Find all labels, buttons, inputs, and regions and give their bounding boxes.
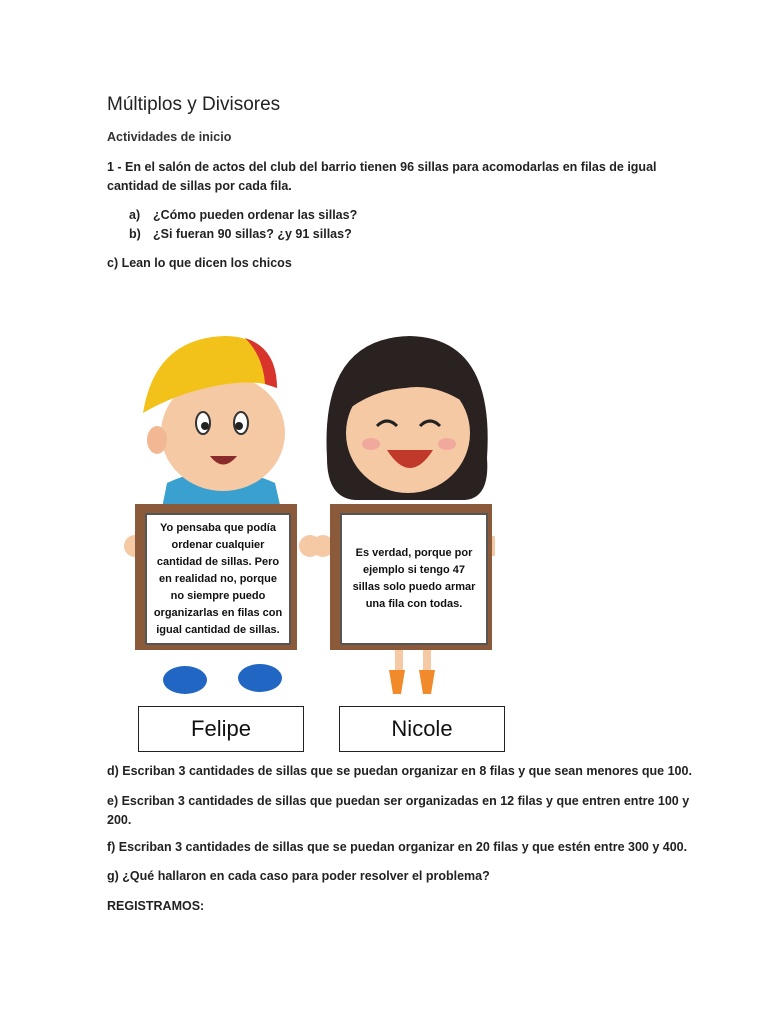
- felipe-sign-line: ordenar cualquier: [171, 538, 265, 551]
- felipe-left-shoe: [163, 666, 207, 694]
- felipe-right-shoe: [238, 664, 282, 692]
- item-d: d) Escriban 3 cantidades de sillas que se puedan organizar en 8 filas y que sean menores que 100.: [107, 764, 692, 778]
- item-f: f) Escriban 3 cantidades de sillas que se puedan organizar en 20 filas y que estén entre 300 y 400.: [107, 840, 688, 854]
- felipe-sign: [145, 513, 291, 645]
- problem-1-line-1: 1 - En el salón de actos del club del barrio tienen 96 sillas para acomodarlas en filas de igual: [107, 160, 657, 174]
- item-e: [107, 792, 689, 830]
- felipe-sign-line: organizarlas en filas con: [153, 606, 283, 619]
- felipe-sign-line: en realidad no, porque: [159, 572, 277, 585]
- nicole-name-box: Nicole: [339, 706, 505, 752]
- felipe-sign-line: igual cantidad de sillas.: [156, 623, 280, 636]
- nicole-left-shoe: [389, 670, 405, 694]
- list-item-text: ¿Cómo pueden ordenar las sillas?: [153, 208, 358, 222]
- felipe-sign-line: no siempre puedo: [170, 589, 266, 602]
- felipe-sign-line: Yo pensaba que podía: [160, 521, 276, 534]
- list-item: [129, 206, 357, 225]
- page-title: Múltiplos y Divisores: [107, 94, 281, 115]
- nicole-sign: [340, 513, 488, 645]
- section-subtitle: Actividades de inicio: [107, 130, 232, 144]
- list-item-text: ¿Si fueran 90 sillas? ¿y 91 sillas?: [153, 227, 352, 241]
- footer-heading: REGISTRAMOS:: [107, 899, 205, 913]
- nicole-right-shoe: [419, 670, 435, 694]
- list-marker: a): [129, 208, 141, 222]
- item-g: g) ¿Qué hallaron en cada caso para poder resolver el problema?: [107, 869, 490, 883]
- item-e-line-2: 200.: [107, 813, 132, 827]
- felipe-sign-line: cantidad de sillas. Pero: [156, 555, 280, 568]
- nicole-sign-line: ejemplo si tengo 47: [362, 564, 466, 576]
- nicole-sign-line: una fila con todas.: [365, 598, 463, 610]
- list-marker: b): [129, 227, 141, 241]
- problem-1: [107, 158, 657, 196]
- item-e-line-1: e) Escriban 3 cantidades de sillas que puedan ser organizadas en 12 filas y que entren entre 100 y: [107, 794, 690, 808]
- nicole-sign-line: Es verdad, porque por: [355, 547, 473, 559]
- item-c: c) Lean lo que dicen los chicos: [107, 256, 292, 270]
- list-item: [129, 225, 357, 244]
- nicole-sign-line: sillas solo puedo armar: [352, 581, 476, 593]
- problem-1-line-2: cantidad de sillas por cada fila.: [107, 179, 292, 193]
- felipe-name-box: Felipe: [138, 706, 304, 752]
- question-list: [129, 206, 357, 244]
